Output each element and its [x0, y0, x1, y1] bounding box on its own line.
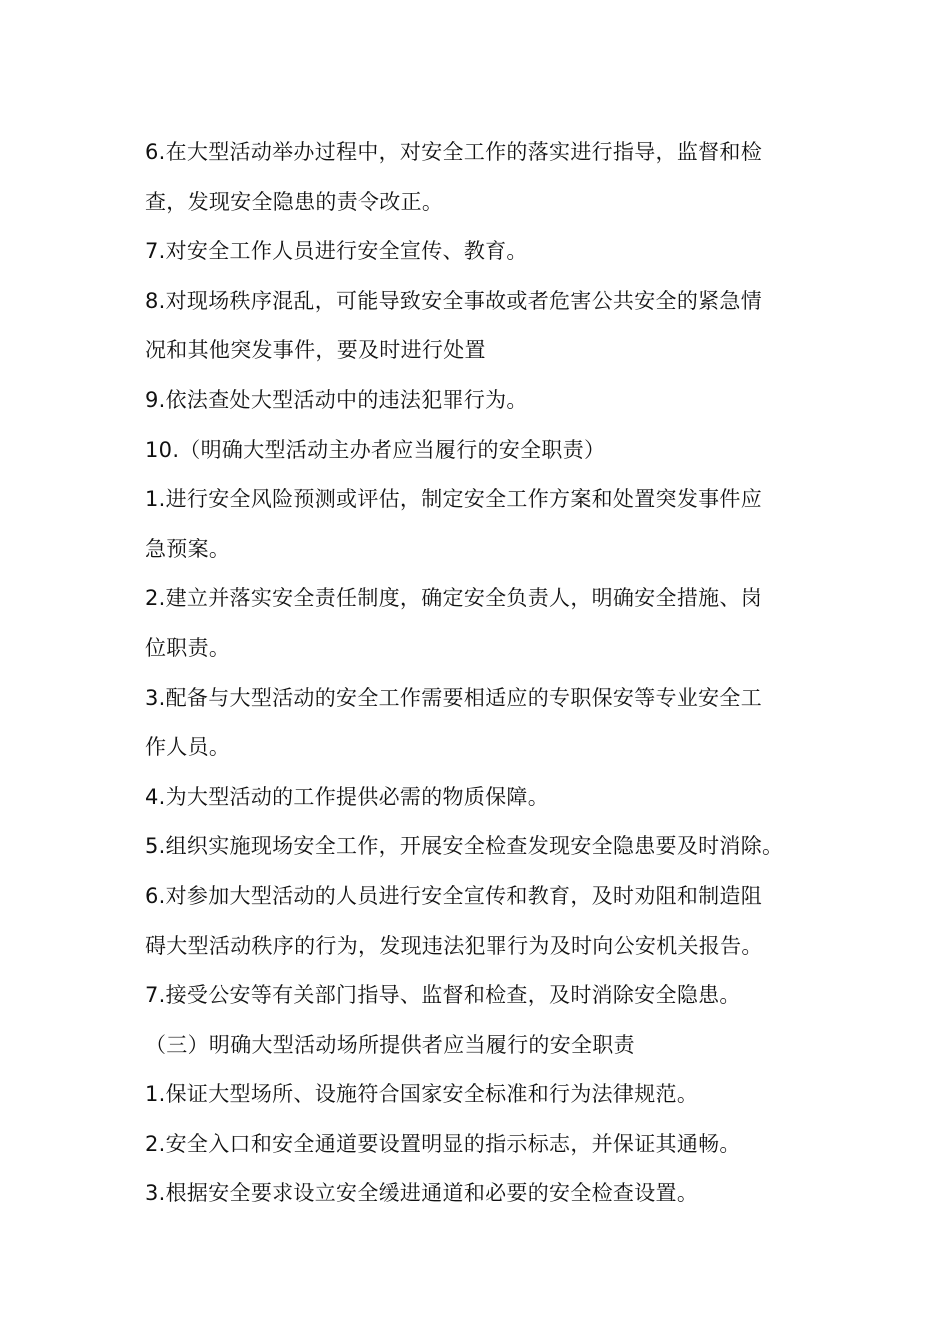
section-heading: （三）明确大型活动场所提供者应当履行的安全职责	[145, 1032, 635, 1057]
text-line: 1.保证大型场所、设施符合国家安全标准和行为法律规范。	[145, 1082, 699, 1107]
text-line: 作人员。	[145, 735, 231, 760]
text-line: 况和其他突发事件，要及时进行处置	[145, 338, 486, 363]
text-line: 9.依法查处大型活动中的违法犯罪行为。	[145, 387, 528, 412]
document-body	[145, 128, 817, 1219]
text-line: 2.建立并落实安全责任制度，确定安全负责人，明确安全措施、岗	[145, 586, 763, 611]
text-line: 6.对参加大型活动的人员进行安全宣传和教育，及时劝阻和制造阻	[145, 883, 763, 908]
text-line: 8.对现场秩序混乱，可能导致安全事故或者危害公共安全的紧急情	[145, 288, 763, 313]
text-line: 2.安全入口和安全通道要设置明显的指示标志，并保证其通畅。	[145, 1131, 741, 1156]
text-line: 3.配备与大型活动的安全工作需要相适应的专职保安等专业安全工	[145, 685, 763, 710]
text-line: 7.接受公安等有关部门指导、监督和检查，及时消除安全隐患。	[145, 983, 741, 1008]
text-line: 碍大型活动秩序的行为，发现违法犯罪行为及时向公安机关报告。	[145, 933, 763, 958]
text-line: 7.对安全工作人员进行安全宣传、教育。	[145, 239, 528, 264]
text-line: 4.为大型活动的工作提供必需的物质保障。	[145, 784, 550, 809]
text-line: 位职责。	[145, 635, 231, 660]
text-line: 3.根据安全要求设立安全缓进通道和必要的安全检查设置。	[145, 1181, 699, 1206]
text-line: 急预案。	[145, 536, 231, 561]
text-line: 1.进行安全风险预测或评估，制定安全工作方案和处置突发事件应	[145, 487, 763, 512]
text-line: 查，发现安全隐患的责令改正。	[145, 189, 444, 214]
text-line: 10.（明确大型活动主办者应当履行的安全职责）	[145, 437, 606, 462]
text-line: 6.在大型活动举办过程中，对安全工作的落实进行指导，监督和检	[145, 140, 763, 164]
text-line: 5.组织实施现场安全工作，开展安全检查发现安全隐患要及时消除。	[145, 834, 784, 859]
